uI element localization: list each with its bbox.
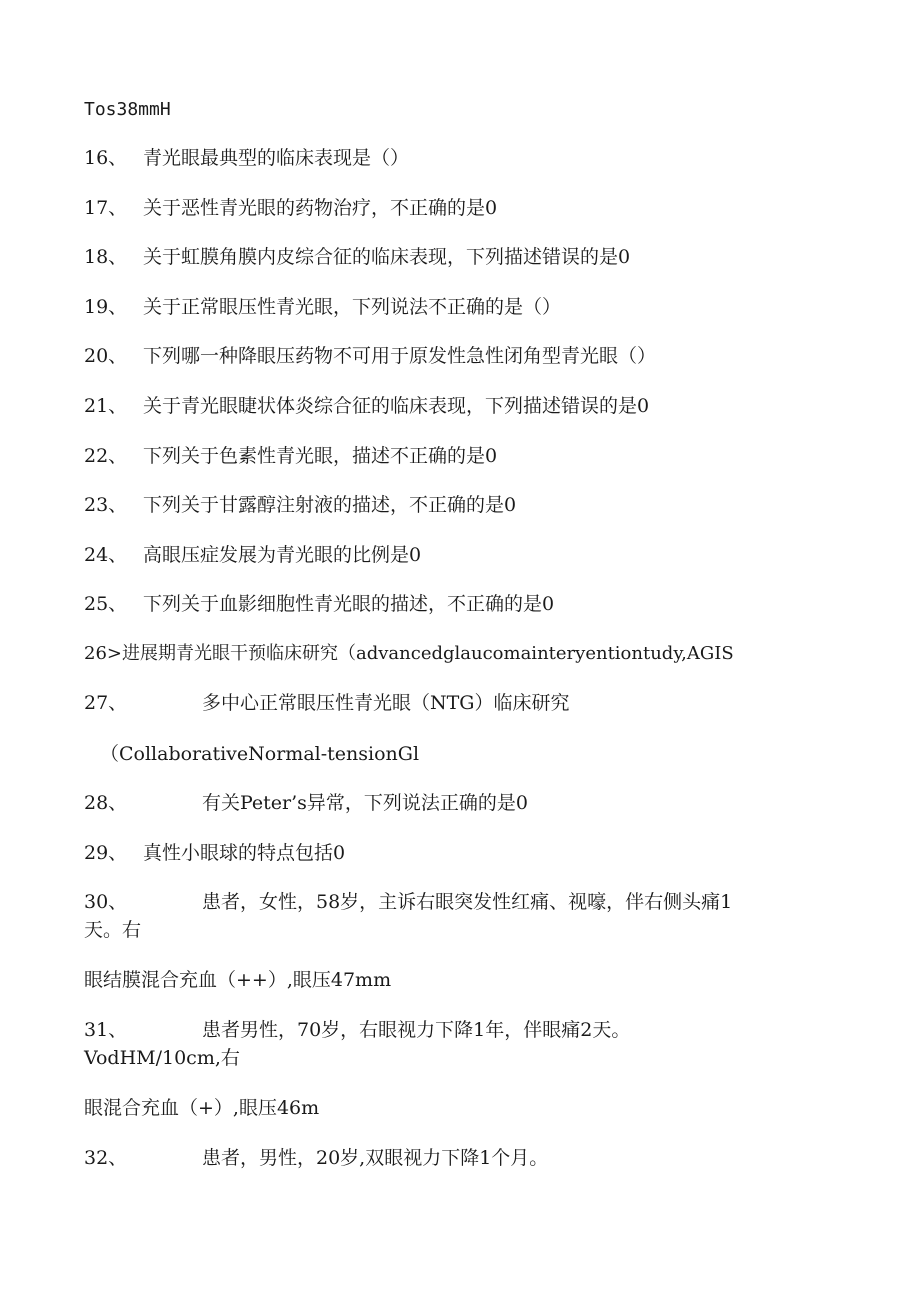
question-number: 30、 [84,891,128,913]
question-number: 28、 [84,792,128,814]
question-text: 下列关于色素性青光眼，描述不正确的是0 [143,445,498,467]
question-text: 下列哪一种降眼压药物不可用于原发性急性闭角型青光眼（） [143,345,657,367]
question-text: 下列关于血影细胞性青光眼的描述，不正确的是0 [143,593,555,615]
question-text: 患者男性，70岁，右眼视力下降1年，伴眼痛2天。 [202,1019,631,1041]
question-text: 关于虹膜角膜内皮综合征的临床表现，下列描述错误的是0 [143,246,631,268]
question-text: 关于正常眼压性青光眼，下列说法不正确的是（） [143,296,562,318]
question-number: 23、 [84,494,128,516]
question-text: 患者，男性，20岁,双眼视力下降1个月。 [202,1147,549,1169]
question-text: 关于青光眼睫状体炎综合征的临床表现，下列描述错误的是0 [143,395,650,417]
question-text: 高眼压症发展为青光眼的比例是0 [143,544,422,566]
text-line [84,97,884,122]
question-text: 下列关于甘露醇注射液的描述，不正确的是0 [143,494,517,516]
question-number: 25、 [84,593,128,615]
question-text: 青光眼最典型的临床表现是（） [143,147,410,169]
question-number: 27、 [84,692,128,714]
question-26 [84,642,904,666]
line-text: VodHM/10cm,右 [84,1047,240,1069]
question-number: 29、 [84,842,128,864]
question-text: 真性小眼球的特点包括0 [143,842,346,864]
question-number: 19、 [84,296,128,318]
text-line [84,968,884,992]
question-text: 多中心正常眼压性青光眼（NTG）临床研究 [202,692,570,714]
question-text: 关于恶性青光眼的药物治疗，不正确的是0 [143,197,498,219]
line-text: 天。右 [84,919,142,941]
question-number: 32、 [84,1147,128,1169]
question-number: 18、 [84,246,128,268]
question-text: 有关Peter’s异常，下列说法正确的是0 [202,792,529,814]
text-line [84,1096,884,1120]
question-text: 患者，女性，58岁，主诉右眼突发性红痛、视嚎，伴右侧头痛1 [202,891,733,913]
text-line [84,1046,884,1070]
question-number: 17、 [84,197,128,219]
question-number: 22、 [84,445,128,467]
line-text: （CollaborativeNormal-tensionGl [100,743,420,765]
text-line [100,742,880,766]
line-text: 眼混合充血（+）,眼压46m [84,1097,320,1119]
text-line [84,918,884,942]
line-text: 眼结膜混合充血（++）,眼压47mm [84,969,392,991]
question-number: 16、 [84,147,128,169]
question-number: 20、 [84,345,128,367]
question-number: 31、 [84,1019,128,1041]
question-number: 24、 [84,544,128,566]
question-text: 26>进展期青光眼干预临床研究（advancedglaucomainteryentiontudy,AGIS [84,643,734,664]
line-text: Tos38mmH [84,99,171,120]
question-number: 21、 [84,395,128,417]
